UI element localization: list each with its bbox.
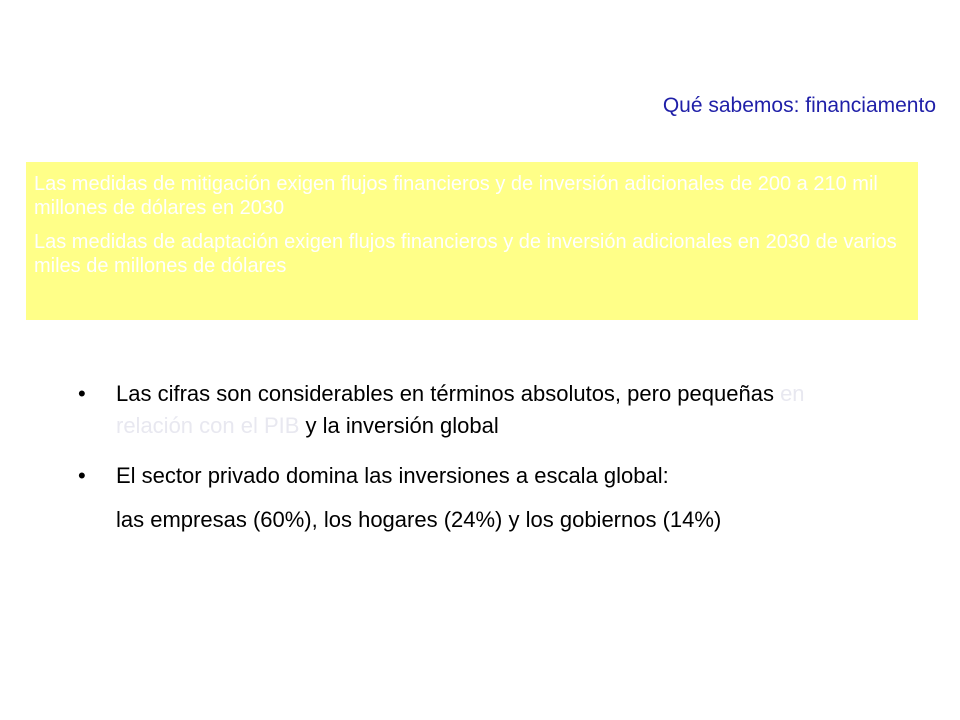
highlight-paragraph-adaptation: Las medidas de adaptación exigen flujos financieros y de inversión adicionales en 2030 de varios miles de millones de dólares (34, 231, 897, 277)
bullet-text-part: Las cifras son considerables en términos absolutos, pero pequeñas (116, 381, 781, 406)
highlight-paragraph-mitigation: Las medidas de mitigación exigen flujos financieros y de inversión adicionales de 200 a 210 mil millones de dólares en 2030 (34, 173, 878, 219)
bullet-text: El sector privado domina las inversiones a escala global: (116, 463, 669, 488)
slide-title: Qué sabemos: financiamento (662, 94, 936, 117)
highlight-box (26, 162, 918, 320)
bullet-item-private-sector (78, 460, 878, 492)
bullet-icon: • (78, 381, 86, 406)
bullet-list (78, 378, 878, 536)
bullet-text-faded: en relación con el PIB (116, 381, 805, 438)
bullet-text-part: y la inversión global (299, 413, 499, 438)
bullet-text (116, 378, 878, 442)
bullet-continuation: las empresas (60%), los hogares (24%) y los gobiernos (14%) (116, 507, 722, 532)
bullet-icon: • (78, 463, 86, 488)
bullet-item-figures (78, 378, 878, 442)
